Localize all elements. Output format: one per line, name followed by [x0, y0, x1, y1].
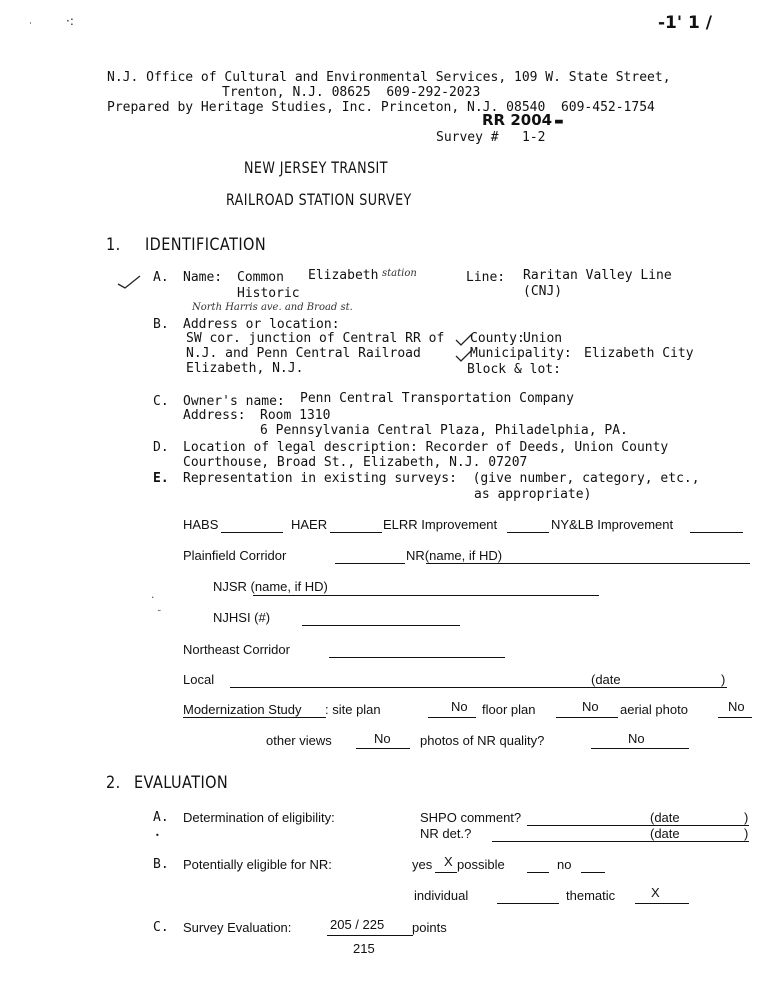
other-views-field[interactable]	[356, 748, 410, 749]
historic-handwritten: North Harris ave. and Broad st.	[192, 302, 353, 313]
item-letter-b: B.	[153, 317, 169, 332]
nr-name-label: NR(name, if HD)	[406, 548, 503, 563]
address-line3: Elizabeth, N.J.	[186, 361, 304, 376]
historic-label: Historic	[237, 286, 300, 301]
haer-label: HAER	[291, 517, 328, 532]
item-letter-c: C.	[153, 394, 169, 409]
possible-field[interactable]	[527, 872, 549, 873]
photos-nr-value: No	[628, 731, 645, 746]
eval-letter-c: C.	[153, 920, 169, 935]
representation-line2: as appropriate)	[474, 487, 592, 502]
aerial-photo-label: aerial photo	[620, 702, 688, 717]
scan-speck: ·:	[66, 14, 74, 28]
scan-speck: •	[155, 831, 160, 840]
eligibility-label: Determination of eligibility:	[183, 810, 335, 825]
owner-address-line1: Room 1310	[260, 408, 331, 423]
header-office-line: N.J. Office of Cultural and Environmental Services, 109 W. State Street,	[107, 70, 671, 85]
nr-name-field[interactable]	[426, 563, 750, 564]
owner-address-label: Address:	[183, 408, 246, 423]
floor-plan-label: floor plan	[482, 702, 536, 717]
thematic-label: thematic	[566, 888, 616, 903]
representation-line1: Representation in existing surveys: (give number, category, etc.,	[183, 471, 700, 486]
photos-nr-field[interactable]	[591, 748, 689, 749]
modernization-label: Modernization Study	[183, 702, 302, 717]
rr-number: RR 2004	[482, 111, 553, 129]
northeast-label: Northeast Corridor	[183, 642, 290, 657]
njsr-label: NJSR (name, if HD)	[213, 579, 328, 594]
section-heading-identification: IDENTIFICATION	[145, 235, 267, 255]
header-prepared-line: Prepared by Heritage Studies, Inc. Princeton, N.J. 08540 609-452-1754	[107, 100, 655, 115]
other-views-value: No	[374, 731, 391, 746]
plainfield-field[interactable]	[335, 563, 405, 564]
thematic-field[interactable]	[635, 903, 689, 904]
local-field[interactable]	[230, 687, 727, 688]
header-trenton-line: Trenton, N.J. 08625 609-292-2023	[222, 85, 481, 100]
municipality-value: Elizabeth City	[584, 346, 694, 361]
eval-letter-b: B.	[153, 857, 169, 872]
survey-label: Survey #	[436, 130, 499, 145]
potential-label: Potentially eligible for NR:	[183, 857, 332, 872]
address-line2: N.J. and Penn Central Railroad	[186, 346, 421, 361]
address-line1: SW cor. junction of Central RR of	[186, 331, 445, 346]
nr-det-date-close: )	[744, 826, 749, 841]
owner-value: Penn Central Transportation Company	[300, 391, 574, 406]
local-date-label: (date	[591, 672, 621, 687]
line-value-cnj: (CNJ)	[523, 284, 563, 299]
site-plan-label: : site plan	[325, 702, 381, 717]
northeast-field[interactable]	[329, 657, 505, 658]
other-views-label: other views	[266, 733, 332, 748]
line-label: Line:	[466, 270, 506, 285]
section-heading-evaluation: EVALUATION	[134, 773, 229, 793]
shpo-date-close: )	[744, 810, 749, 825]
elrr-label: ELRR Improvement	[383, 517, 498, 532]
floor-plan-value: No	[582, 699, 599, 714]
nr-det-label: NR det.?	[420, 826, 472, 841]
shpo-field[interactable]	[527, 825, 749, 826]
common-label: Common	[237, 270, 284, 285]
address-label: Address or location:	[183, 317, 340, 332]
line-value: Raritan Valley Line	[523, 268, 672, 283]
page-number: -1' 1 /	[658, 13, 712, 33]
shpo-label: SHPO comment?	[420, 810, 522, 825]
site-plan-field[interactable]	[428, 717, 476, 718]
photos-nr-label: photos of NR quality?	[420, 733, 545, 748]
yes-label: yes	[412, 857, 433, 872]
legal-description-line1: Location of legal description: Recorder of Deeds, Union County	[183, 440, 669, 455]
local-label: Local	[183, 672, 215, 687]
item-letter-e: E.	[153, 471, 169, 486]
item-letter-d: D.	[153, 440, 169, 455]
form-title-line1: NEW JERSEY TRANSIT	[244, 158, 388, 177]
yes-value: X	[444, 854, 453, 869]
survey-eval-label: Survey Evaluation:	[183, 920, 292, 935]
plainfield-label: Plainfield Corridor	[183, 548, 287, 563]
aerial-photo-field[interactable]	[718, 717, 752, 718]
points-label: points	[412, 920, 447, 935]
floor-plan-field[interactable]	[556, 717, 618, 718]
individual-field[interactable]	[497, 903, 559, 904]
common-name-value: Elizabeth	[308, 268, 379, 283]
survey-eval-total: 215	[353, 941, 375, 956]
block-lot-label: Block & lot:	[467, 362, 561, 377]
njhsi-label: NJHSI (#)	[213, 610, 271, 625]
individual-label: individual	[414, 888, 469, 903]
survey-number: 1-2	[522, 130, 546, 145]
modernization-underline	[183, 717, 326, 718]
name-label: Name:	[183, 270, 223, 285]
shpo-date-label: (date	[650, 810, 680, 825]
common-name-handwritten: station	[382, 268, 417, 279]
survey-eval-field[interactable]	[327, 935, 413, 936]
county-label: County:	[470, 331, 525, 346]
owner-address-line2: 6 Pennsylvania Central Plaza, Philadelphia, PA.	[260, 423, 628, 438]
thematic-value: X	[651, 885, 660, 900]
nylb-label: NY&LB Improvement	[551, 517, 674, 532]
form-title-line2: RAILROAD STATION SURVEY	[226, 190, 412, 209]
scan-speck: ˙	[28, 22, 33, 33]
aerial-photo-value: No	[728, 699, 745, 714]
scan-speck: ˘	[157, 610, 162, 620]
legal-description-line2: Courthouse, Broad St., Elizabeth, N.J. 07207	[183, 455, 528, 470]
no-field[interactable]	[581, 872, 605, 873]
habs-label: HABS	[183, 517, 219, 532]
elrr-field[interactable]	[507, 532, 549, 533]
njsr-field[interactable]	[253, 595, 599, 596]
nr-det-date-label: (date	[650, 826, 680, 841]
survey-eval-value: 205 / 225	[330, 917, 385, 932]
possible-label: possible	[457, 857, 505, 872]
site-plan-value: No	[451, 699, 468, 714]
yes-field[interactable]	[435, 872, 457, 873]
nylb-field[interactable]	[690, 532, 743, 533]
habs-field[interactable]	[221, 532, 283, 533]
section-number-1: 1.	[106, 235, 121, 255]
haer-field[interactable]	[330, 532, 382, 533]
njhsi-field[interactable]	[302, 625, 460, 626]
check-mark-icon	[116, 272, 142, 290]
local-date-close: )	[721, 672, 726, 687]
no-label: no	[557, 857, 572, 872]
item-letter-a: A.	[153, 270, 169, 285]
eval-letter-a: A.	[153, 810, 169, 825]
county-value: Union	[523, 331, 563, 346]
owner-label: Owner's name:	[183, 394, 285, 409]
nr-det-field[interactable]	[492, 841, 749, 842]
scan-speck: ⸼	[152, 589, 155, 599]
section-number-2: 2.	[106, 773, 121, 793]
rr-number-dash: ▬	[555, 114, 563, 129]
municipality-label: Municipality:	[470, 346, 572, 361]
